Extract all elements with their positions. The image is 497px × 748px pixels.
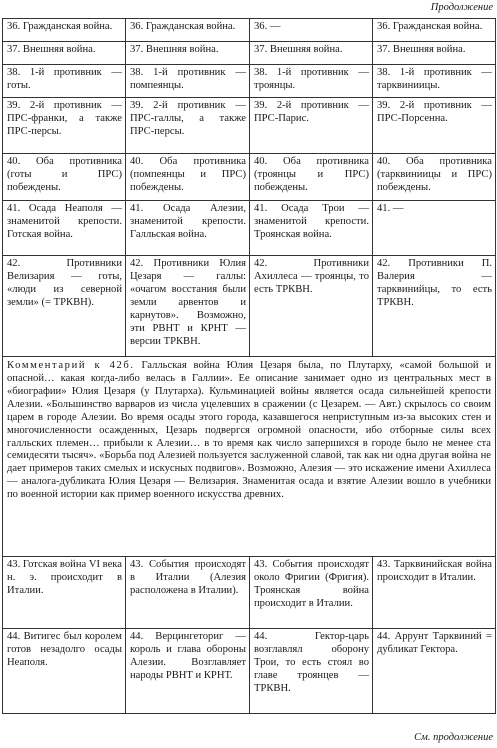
cell-tarquin-44: 44. Аррунт Тарквиний = дубликат Гектора. — [373, 629, 496, 714]
cell-tarquin-40: 40. Оба противника (тарквиниицы и ПРС) побеждены. — [373, 154, 496, 201]
cell-gallic-36: 36. Гражданская война. — [126, 19, 250, 42]
cell-gothic-37: 37. Внешняя война. — [3, 42, 126, 65]
cell-tarquin-36: 36. Гражданская война. — [373, 19, 496, 42]
table-row — [3, 154, 496, 201]
cell-trojan-38: 38. 1-й противник — троянцы. — [250, 65, 373, 98]
cell-trojan-37: 37. Внешняя война. — [250, 42, 373, 65]
cell-gallic-43: 43. События происходят в Италии (Алезия расположена в Италии). — [126, 557, 250, 629]
table-row — [3, 65, 496, 98]
cell-trojan-41: 41. Осада Трои — знаменитой крепости. Троянская война. — [250, 201, 373, 256]
page-header-continued: Продолжение — [430, 2, 493, 13]
cell-gothic-44: 44. Витигес был королем готов незадолго осады Неаполя. — [3, 629, 126, 714]
cell-trojan-42: 42. Противники Ахиллеса — троянцы, то есть ТРКВН. — [250, 256, 373, 357]
cell-tarquin-41: 41. — — [373, 201, 496, 256]
cell-gothic-43: 43. Готская война VI века н. э. происходит в Италии. — [3, 557, 126, 629]
cell-trojan-40: 40. Оба противника (троянцы и ПРС) побеждены. — [250, 154, 373, 201]
cell-gothic-39: 39. 2-й противник — ПРС-франки, а также ПРС-персы. — [3, 98, 126, 154]
cell-gallic-44: 44. Верцингеториг — король и глава обороны Алезии. Возглавляет народы РВНТ и КРНТ. — [126, 629, 250, 714]
comment-cell — [3, 357, 496, 557]
cell-trojan-39: 39. 2-й противник — ПРС-Парис. — [250, 98, 373, 154]
table-row — [3, 629, 496, 714]
table-row — [3, 98, 496, 154]
cell-gothic-38: 38. 1-й противник — готы. — [3, 65, 126, 98]
cell-gothic-40: 40. Оба противника (готы и ПРС) побеждены. — [3, 154, 126, 201]
cell-gothic-41: 41. Осада Неаполя — знаменитой крепости. Готская война. — [3, 201, 126, 256]
table-row — [3, 256, 496, 357]
table-row — [3, 19, 496, 42]
comment-row — [3, 357, 496, 557]
table-row — [3, 201, 496, 256]
comment-label: Комментарий к 42б. — [7, 360, 135, 371]
cell-trojan-43: 43. События происходят около Фригии (Фригия). Троянская война происходит в Италии. — [250, 557, 373, 629]
comment-text: Галльская война Юлия Цезаря была, по Плутарху, «самой большой и опасной… какая когда-либо велась в Галлии». Ее описание занимает одно из центральных мест в «биографии» Юлия Цезаря (у Плутарха). Кульминацией войны является осада сильнейшей крепости Алезии. «Большинство варваров из числа уцелевших в сражении (с Цезарем. — Авт.) скрылось со своим царем в городе Алезии. Во время осады этого города, казавшегося неприступным из-за высоких стен и многочисленности осажденных, Цезарь подвергся огромной опасности, ибо отборные силы всех галльских племен… прибыли к Алезии… в то время как число запершихся в городе было не менее ста семидесяти тысяч». «Борьба под Алезией пользуется заслуженной славой, так как ни одна другая война не дает примеров таких смелых и искусных подвигов». Возможно, Алезия — это искажение имени Ахиллеса — аналога-дубликата Юлия Цезаря — Велизария. Знаменитая осада и взятие Алезии вошло в учебники по военной истории как пример военного искусства древних. — [7, 360, 491, 501]
cell-gothic-42: 42. Противники Велизария — готы, «люди из северной земли» (= ТРКВН). — [3, 256, 126, 357]
cell-gallic-39: 39. 2-й противник — ПРС-галлы, а также ПРС-персы. — [126, 98, 250, 154]
table-row — [3, 557, 496, 629]
cell-tarquin-37: 37. Внешняя война. — [373, 42, 496, 65]
cell-gallic-41: 41. Осада Алезии, знаменитой крепости. Галльская война. — [126, 201, 250, 256]
cell-gallic-40: 40. Оба противника (помпеянцы и ПРС) побеждены. — [126, 154, 250, 201]
table-row — [3, 42, 496, 65]
cell-trojan-44: 44. Гектор-царь возглавлял оборону Трои, то есть стоял во главе троянцев — ТРКВН. — [250, 629, 373, 714]
cell-gothic-36: 36. Гражданская война. — [3, 19, 126, 42]
cell-trojan-36: 36. — — [250, 19, 373, 42]
cell-tarquin-39: 39. 2-й противник — ПРС-Порсенна. — [373, 98, 496, 154]
page-footer-continued: См. продолжение — [414, 732, 493, 744]
cell-tarquin-42: 42. Противники П. Валерия — тарквинийцы, то есть ТРКВН. — [373, 256, 496, 357]
cell-tarquin-43: 43. Тарквинийская война происходит в Италии. — [373, 557, 496, 629]
comparison-table — [2, 18, 496, 714]
cell-gallic-42: 42. Противники Юлия Цезаря — галлы: «очагом восстания были земли арвентов и карнутов». Возможно, эти РВНТ и КРНТ — версии ТРКВН. — [126, 256, 250, 357]
cell-gallic-38: 38. 1-й противник — помпеянцы. — [126, 65, 250, 98]
cell-tarquin-38: 38. 1-й противник — тарквиниицы. — [373, 65, 496, 98]
cell-gallic-37: 37. Внешняя война. — [126, 42, 250, 65]
